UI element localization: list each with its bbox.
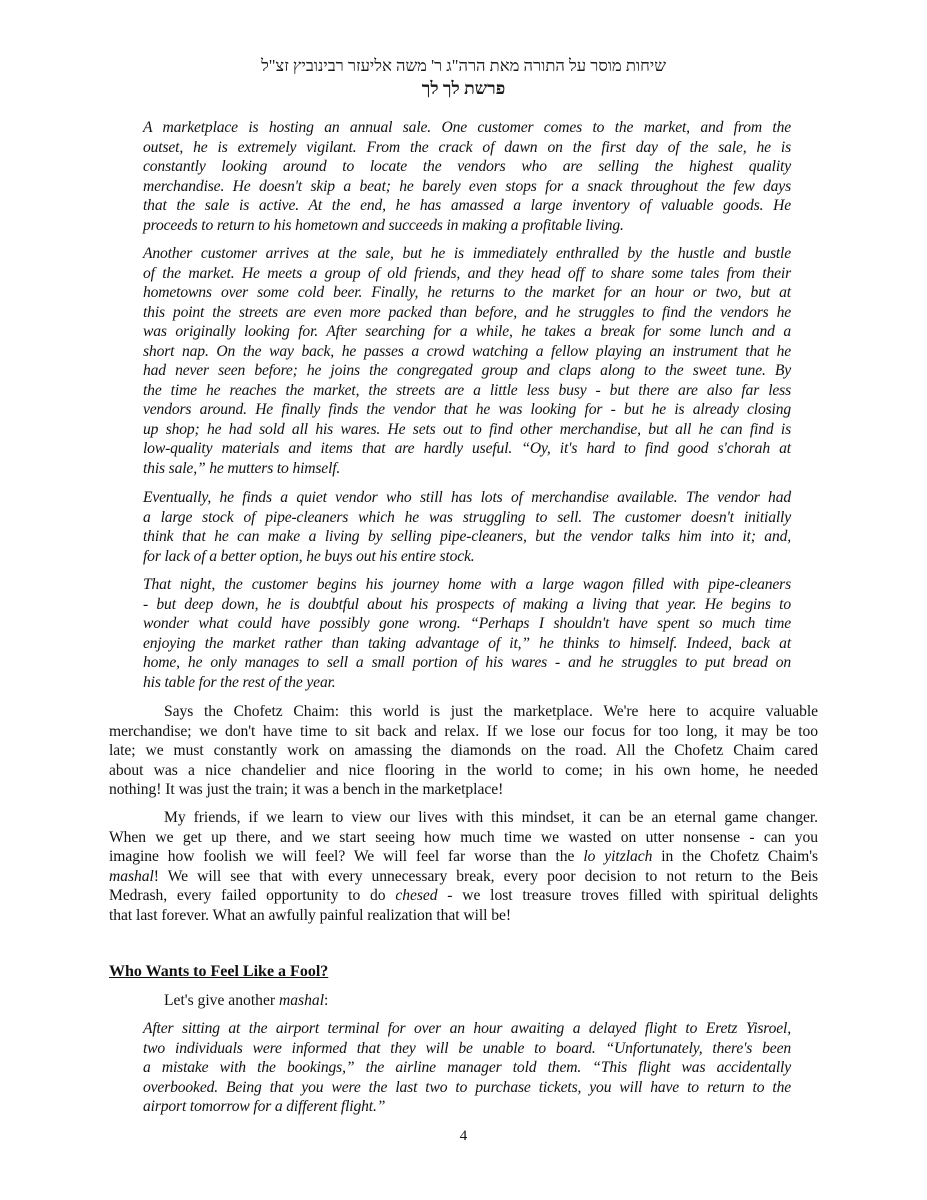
- mashal-paragraph-3: [143, 488, 791, 566]
- text-line: low-quality materials and items that are hardly useful. “Oy, it's hard to find good s'chorah at: [143, 440, 791, 457]
- mashal-paragraph-1: [143, 118, 791, 235]
- text-line: constantly looking around to locate the vendors who are selling the highest quality: [143, 158, 791, 175]
- text-line: a mistake with the bookings,” the airline manager told them. “This flight was accidentally: [143, 1059, 791, 1076]
- text-line: late; we must constantly work on amassing the diamonds on the road. All the Chofetz Chaim cared: [109, 742, 818, 759]
- emphasis-term: chesed: [395, 887, 438, 904]
- body-paragraph-2: [109, 808, 818, 925]
- mashal-paragraph-2: [143, 244, 791, 478]
- text-run: - we lost treasure troves filled with spiritual delights: [437, 887, 818, 904]
- text-line: about was a nice chandelier and nice flooring in the world to come; in his own home, he needed: [109, 761, 818, 779]
- mashal-2-paragraph: [143, 1019, 791, 1117]
- text-line: overbooked. Being that you were the last two to purchase tickets, you will have to return to the: [143, 1078, 791, 1096]
- text-line: that the sale is active. At the end, he has amassed a large inventory of valuable goods. He: [143, 197, 791, 214]
- text-line: That night, the customer begins his journey home with a large wagon filled with pipe-cleaners: [143, 576, 791, 593]
- text-line: short nap. On the way back, he passes a crowd watching a fellow playing an instrument that he: [143, 342, 791, 360]
- text-line: merchandise. He doesn't skip a beat; he barely even stops for a snack throughout the few days: [143, 177, 791, 195]
- page-number: 4: [459, 1128, 468, 1144]
- text-line: [109, 847, 818, 867]
- text-run: Medrash, every failed opportunity to do: [109, 887, 396, 904]
- text-line: think that he can make a living by selling pipe-cleaners, but the vendor talks him into it; and,: [143, 528, 791, 545]
- text-line: was originally looking for. After searching for a while, he takes a break for some lunch and a: [143, 323, 791, 340]
- text-line: proceeds to return to his hometown and succeeds in making a profitable living.: [143, 216, 624, 234]
- text-line: wonder what could have possibly gone wrong. “Perhaps I shouldn't have spent so much time: [143, 615, 791, 632]
- text-line: When we get up there, and we start seeing how much time we wasted on utter nonsense - can you: [109, 828, 818, 846]
- text-run: :: [324, 992, 329, 1009]
- text-line: merchandise; we don't have time to sit back and relax. If we lose our focus for too long, it may be too: [109, 722, 818, 740]
- text-line: home, he only manages to sell a small portion of his wares - and he struggles to put bread on: [143, 654, 791, 671]
- text-line: that last forever. What an awfully painful realization that will be!: [109, 906, 512, 924]
- text-line: enjoying the market rather than taking advantage of it,” he thinks to himself. Indeed, back at: [143, 634, 791, 652]
- text-line: [109, 886, 818, 906]
- text-line: a large stock of pipe-cleaners which he was struggling to sell. The customer doesn't initially: [143, 508, 791, 526]
- text-line: nothing! It was just the train; it was a bench in the marketplace!: [109, 781, 504, 798]
- text-run: in the Chofetz Chaim's: [652, 848, 818, 865]
- text-line: the time he reaches the market, the streets are a little less busy - but there are also far less: [143, 381, 791, 399]
- text-line: After sitting at the airport terminal for over an hour awaiting a delayed flight to Eretz Yisroel,: [143, 1020, 791, 1037]
- text-line: outset, he is extremely vigilant. From the crack of dawn on the first day of the sale, he is: [143, 138, 791, 156]
- text-line: My friends, if we learn to view our lives with this mindset, it can be an eternal game changer.: [164, 809, 818, 826]
- text-run: imagine how foolish we will feel? We will feel far worse than the: [109, 848, 584, 865]
- text-line: vendors around. He finally finds the vendor that he was looking for - but he is already closing: [143, 401, 791, 418]
- text-line: airport tomorrow for a different flight.”: [143, 1098, 386, 1115]
- text-run: Let's give another: [164, 992, 279, 1009]
- mashal-paragraph-4: [143, 575, 791, 692]
- header-parsha: פרשת לך לך: [421, 78, 506, 98]
- text-line: Says the Chofetz Chaim: this world is just the marketplace. We're here to acquire valuable: [164, 703, 818, 720]
- header-title: שיחות מוסר על התורה מאת הרה"ג ר' משה אליעזר רבינוביץ זצ"ל: [261, 56, 666, 75]
- section-heading: Who Wants to Feel Like a Fool?: [109, 963, 329, 980]
- text-line: this point the streets are even more packed than before, and he struggles to find the vendors he: [143, 303, 791, 321]
- text-line: had never seen before; he joins the congregated group and claps along to the sweet tune. By: [143, 362, 791, 379]
- text-line: Eventually, he finds a quiet vendor who still has lots of merchandise available. The vendor had: [143, 489, 791, 506]
- text-line: up shop; he had sold all his wares. He sets out to find other merchandise, but all he can find is: [143, 420, 791, 438]
- text-line: A marketplace is hosting an annual sale. One customer comes to the market, and from the: [143, 119, 791, 136]
- emphasis-term: mashal: [278, 992, 325, 1009]
- text-line: - but deep down, he is doubtful about his prospects of making a living that year. He begins to: [143, 595, 791, 613]
- page-header: [0, 55, 927, 99]
- text-line: hometowns over some cold beer. Finally, he returns to the market for an hour or two, but at: [143, 284, 791, 301]
- text-line: this sale,” he mutters to himself.: [143, 459, 341, 477]
- text-line: Another customer arrives at the sale, but he is immediately enthralled by the hustle and bustle: [143, 245, 791, 262]
- section-intro: [164, 991, 328, 1011]
- body-paragraph-1: [109, 702, 818, 800]
- text-line: [109, 867, 818, 887]
- emphasis-term: lo yitzlach: [583, 848, 653, 865]
- text-line: of the market. He meets a group of old friends, and they head off to share some tales from their: [143, 264, 791, 282]
- emphasis-term: mashal: [109, 867, 154, 885]
- text-line: his table for the rest of the year.: [143, 673, 336, 691]
- text-run: ! We will see that with every unnecessary break, every poor decision to not return to the Beis: [153, 867, 818, 885]
- text-line: two individuals were informed that they will be unable to board. “Unfortunately, there's been: [143, 1039, 791, 1057]
- text-line: for lack of a better option, he buys out his entire stock.: [143, 547, 475, 565]
